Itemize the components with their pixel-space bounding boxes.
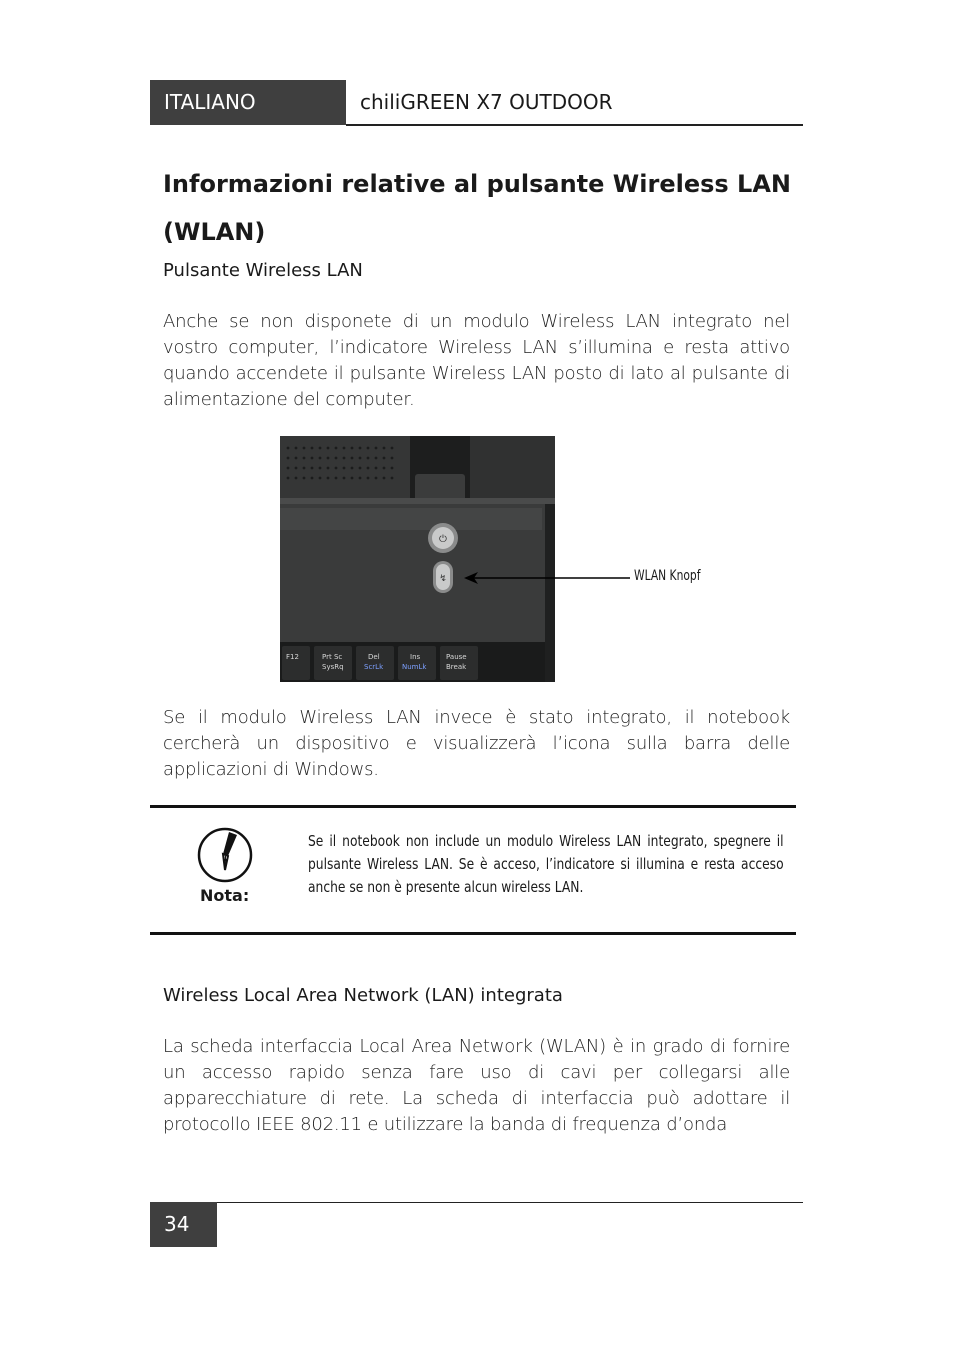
svg-text:↯: ↯ — [439, 574, 447, 584]
svg-text:⏻: ⏻ — [439, 534, 447, 545]
header-product-name: chiliGREEN X7 OUTDOOR — [360, 90, 613, 114]
page-number: 34 — [150, 1202, 217, 1247]
pen-nib-icon — [196, 826, 254, 884]
key-pause: Pause — [446, 653, 467, 661]
paragraph-wlan-button: Anche se non disponete di un modulo Wireless LAN integrato nel vostro computer, l’indicatore Wireless LAN s’illumina e resta attivo quando accendete il pulsante Wireless LAN posto di lato al pulsante di alimentazione del computer. — [163, 311, 790, 410]
key-f12: F12 — [286, 653, 299, 661]
laptop-wlan-button-photo — [280, 436, 555, 682]
subheading-integrated-wlan: Wireless Local Area Network (LAN) integrata — [163, 985, 563, 1006]
callout-arrow — [460, 568, 632, 588]
key-scrlk: ScrLk — [364, 663, 384, 671]
note-text: Se il notebook non include un modulo Wireless LAN integrato, spegnere il pulsante Wireless LAN. Se è acceso, l’indicatore si illumina e resta acceso anche se non è presente alcun wireless LAN. — [308, 832, 784, 896]
key-del: Del — [368, 653, 380, 661]
key-prtsc: Prt Sc — [322, 653, 343, 661]
note-top-rule — [150, 805, 796, 808]
key-numlk: NumLk — [402, 663, 427, 671]
section-title: Informazioni relative al pulsante Wireless LAN (WLAN) — [163, 170, 791, 246]
header-language-tab: ITALIANO — [150, 80, 346, 125]
callout-wlan-knopf: WLAN Knopf — [634, 568, 701, 584]
note-bottom-rule — [150, 932, 796, 935]
note-label: Nota: — [200, 886, 250, 905]
header-rule — [346, 124, 803, 126]
subheading-wlan-button: Pulsante Wireless LAN — [163, 260, 363, 281]
key-ins: Ins — [410, 653, 421, 661]
key-break: Break — [446, 663, 467, 671]
paragraph-wlan-integrated: Se il modulo Wireless LAN invece è stato integrato, il notebook cercherà un dispositivo e visualizzerà l’icona sulla barra delle applicazioni di Windows. — [163, 707, 790, 780]
footer-rule — [217, 1202, 803, 1203]
key-sysrq: SysRq — [322, 663, 344, 671]
paragraph-wlan-interface: La scheda interfaccia Local Area Network (WLAN) è in grado di fornire un accesso rapido senza fare uso di cavi per collegarsi alle apparecchiature di rete. La scheda di interfaccia può adottare il protocollo IEEE 802.11 e utilizzare la banda di frequenza d’onda — [163, 1036, 790, 1135]
